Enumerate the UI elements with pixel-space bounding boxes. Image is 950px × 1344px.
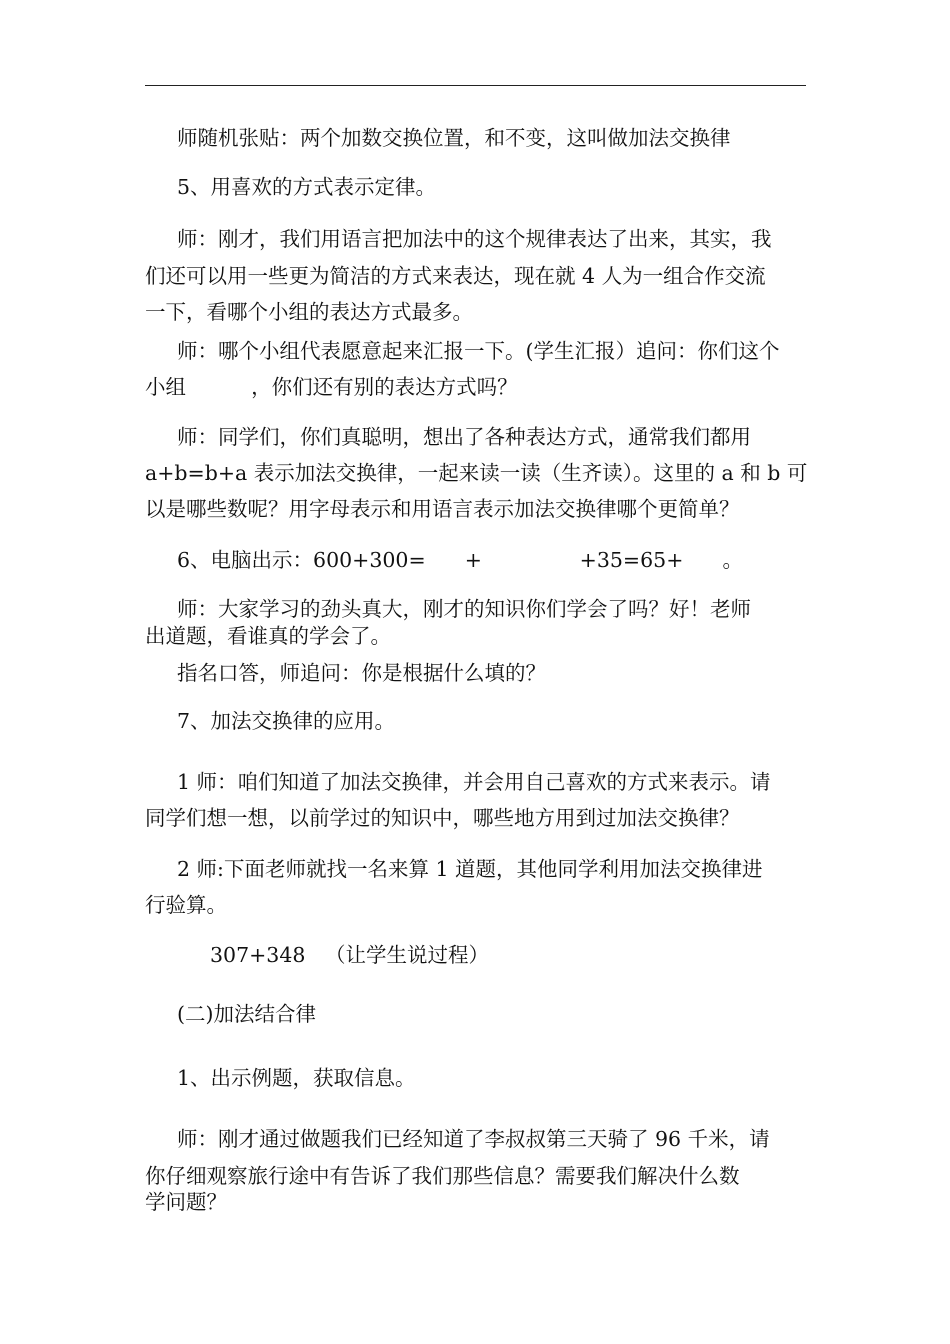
section-heading: (二)加法结合律: [177, 1002, 316, 1026]
text-line: 以是哪些数呢？用字母表示和用语言表示加法交换律哪个更简单？: [145, 497, 740, 521]
text-line: 行验算。: [145, 893, 227, 917]
text-line: a+b=b+a 表示加法交换律，一起来读一读（生齐读）。这里的 a 和 b 可: [145, 461, 808, 485]
text-line: 学问题？: [145, 1190, 227, 1214]
text-line: 指名口答，师追问：你是根据什么填的？: [177, 661, 546, 685]
text-line: 小组 ，你们还有别的表达方式吗？: [145, 375, 518, 399]
text-line: 出道题，看谁真的学会了。: [145, 624, 391, 648]
text-line: 6、电脑出示：600+300= + +35=65+ 。: [177, 548, 743, 572]
text-line: 1 师：咱们知道了加法交换律，并会用自己喜欢的方式来表示。请: [177, 770, 771, 794]
text-line: 一下，看哪个小组的表达方式最多。: [145, 300, 473, 324]
text-line: 师：同学们，你们真聪明，想出了各种表达方式，通常我们都用: [177, 425, 751, 449]
text-line: 师：刚才通过做题我们已经知道了李叔叔第三天骑了 96 千米，请: [177, 1127, 770, 1151]
text-line: 师：大家学习的劲头真大，刚才的知识你们学会了吗？好！老师: [177, 597, 751, 621]
text-line: 2 师:下面老师就找一名来算 1 道题，其他同学利用加法交换律进: [177, 857, 763, 881]
text-line: 们还可以用一些更为简洁的方式来表达，现在就 4 人为一组合作交流: [145, 264, 766, 288]
text-line: 师：哪个小组代表愿意起来汇报一下。(学生汇报）追问：你们这个: [177, 339, 780, 363]
text-line: 师：刚才，我们用语言把加法中的这个规律表达了出来，其实，我: [177, 227, 772, 251]
text-line: 1、出示例题，获取信息。: [177, 1066, 416, 1090]
text-line: 5、用喜欢的方式表示定律。: [177, 175, 437, 199]
text-line: 7、加法交换律的应用。: [177, 709, 396, 733]
text-line: 同学们想一想，以前学过的知识中，哪些地方用到过加法交换律？: [145, 806, 740, 830]
text-line: 师随机张贴：两个加数交换位置，和不变，这叫做加法交换律: [177, 126, 731, 150]
header-rule: [145, 85, 806, 86]
text-line: 你仔细观察旅行途中有告诉了我们那些信息？需要我们解决什么数: [145, 1164, 740, 1188]
text-line: 307+348 （让学生说过程）: [210, 943, 489, 967]
